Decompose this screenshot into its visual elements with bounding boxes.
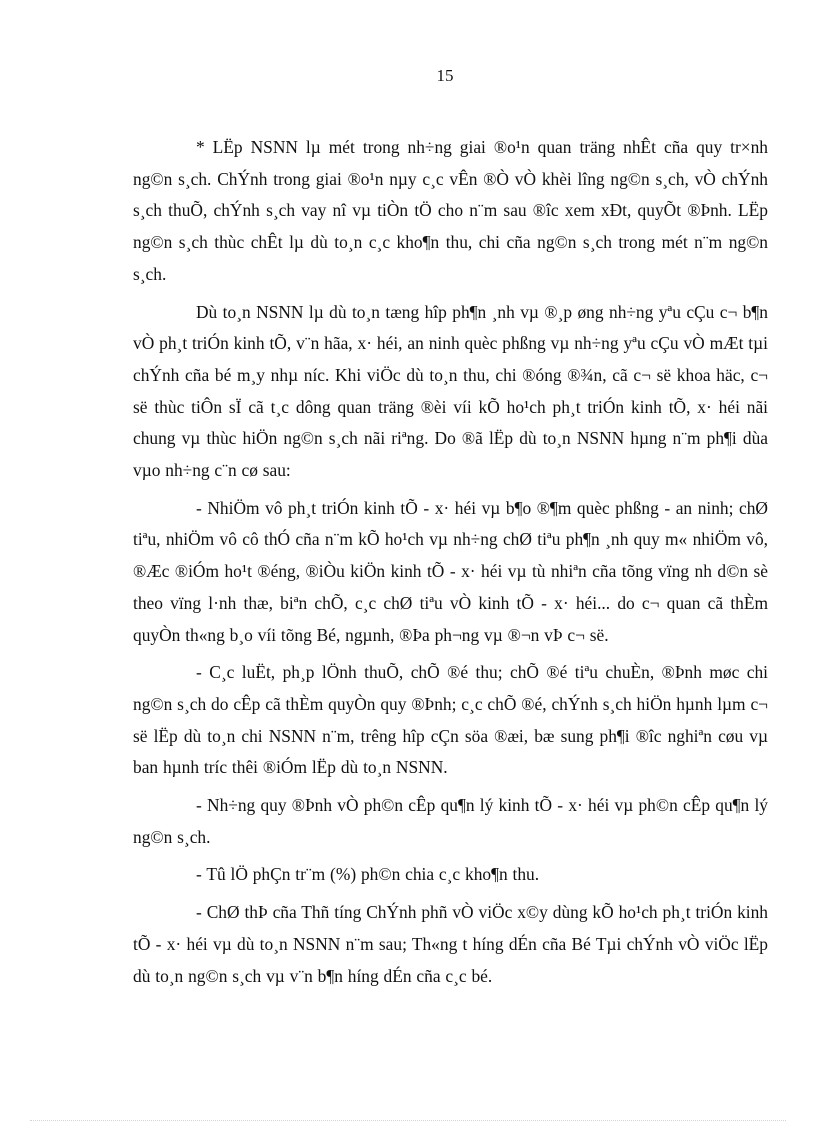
paragraph-estimate: Dù to¸n NSNN lµ dù to¸n tæng hîp ph¶n ¸nh vµ ®¸p øng nh÷ng yªu cÇu c¬ b¶n vÒ ph¸t triÓn kinh tÕ, v¨n hãa, x· héi, an ninh quèc phßng vµ nh÷ng yªu cÇu vÒ mÆt tµi chÝnh cña bé m¸y nhµ níc. Khi viÖc dù to¸n thu, chi ®óng ®¾n, cã c¬ së khoa häc, c¬ së thùc tiÔn sÏ cã t¸c dông quan träng ®èi víi kÕ ho¹ch ph¸t triÓn kinh tÕ, x· héi nãi chung vµ thùc hiÖn ng©n s¸ch nãi riªng. Do ®ã lËp dù to¸n NSNN hµng n¨m ph¶i dùa vµo nh÷ng c¨n cø sau: <box>133 301 768 481</box>
list-item: - Nh÷ng quy ®Þnh vÒ ph©n cÊp qu¶n lý kinh tÕ - x· héi vµ ph©n cÊp qu¶n lý ng©n s¸ch. <box>133 795 768 847</box>
page-bottom-border <box>30 1120 786 1121</box>
list-item: - ChØ thÞ cña Thñ tíng ChÝnh phñ vÒ viÖc x©y dùng kÕ ho¹ch ph¸t triÓn kinh tÕ - x· héi vµ dù to¸n NSNN n¨m sau; Th«ng t híng dÉn cña Bé Tµi chÝnh vÒ viÖc lËp dù to¸n ng©n s¸ch vµ v¨n b¶n híng dÉn cña c¸c bé. <box>133 902 768 986</box>
paragraph-intro: * LËp NSNN lµ mét trong nh÷ng giai ®o¹n quan träng nhÊt cña quy tr×nh ng©n s¸ch. ChÝnh trong giai ®o¹n nµy c¸c vÊn ®Ò vÒ khèi lîng ng©n s¸ch, vÒ chÝnh s¸ch thuÕ, chÝnh s¸ch vay nî vµ tiÒn tÖ cho n¨m sau ®îc xem xÐt, quyÕt ®Þnh. LËp ng©n s¸ch thùc chÊt lµ dù to¸n c¸c kho¶n thu, chi cña ng©n s¸ch trong mét n¨m ng©n s¸ch. <box>133 137 768 284</box>
document-body <box>133 132 768 998</box>
list-item: - Tû lÖ phÇn tr¨m (%) ph©n chia c¸c kho¶n thu. <box>196 864 540 885</box>
page-number: 15 <box>436 66 454 85</box>
list-item: - NhiÖm vô ph¸t triÓn kinh tÕ - x· héi vµ b¶o ®¶m quèc phßng - an ninh; chØ tiªu, nhiÖm vô cô thÓ cña n¨m kÕ ho¹ch vµ nh÷ng chØ tiªu ph¶n ¸nh quy m« nhiÖm vô, ®Æc ®iÓm ho¹t ®éng, ®iÒu kiÖn kinh tÕ - x· héi vµ tù nhiªn cña tõng vïng nh d©n sè theo vïng l·nh thæ, biªn chÕ, c¸c chØ tiªu vÒ kinh tÕ - x· héi... do c¬ quan cã thÈm quyÒn th«ng b¸o víi tõng Bé, ngµnh, ®Þa ph¬ng vµ ®¬n vÞ c¬ së. <box>133 497 768 645</box>
list-item: - C¸c luËt, ph¸p lÖnh thuÕ, chÕ ®é thu; chÕ ®é tiªu chuÈn, ®Þnh møc chi ng©n s¸ch do cÊp cã thÈm quyÒn quy ®Þnh; c¸c chÕ ®é, chÝnh s¸ch hiÖn hµnh lµm c¬ së lËp dù to¸n chi NSNN n¨m, trêng hîp cÇn söa ®æi, bæ sung ph¶i ®îc nghiªn cøu vµ ban hµnh tríc thêi ®iÓm lËp dù to¸n NSNN. <box>133 662 768 778</box>
